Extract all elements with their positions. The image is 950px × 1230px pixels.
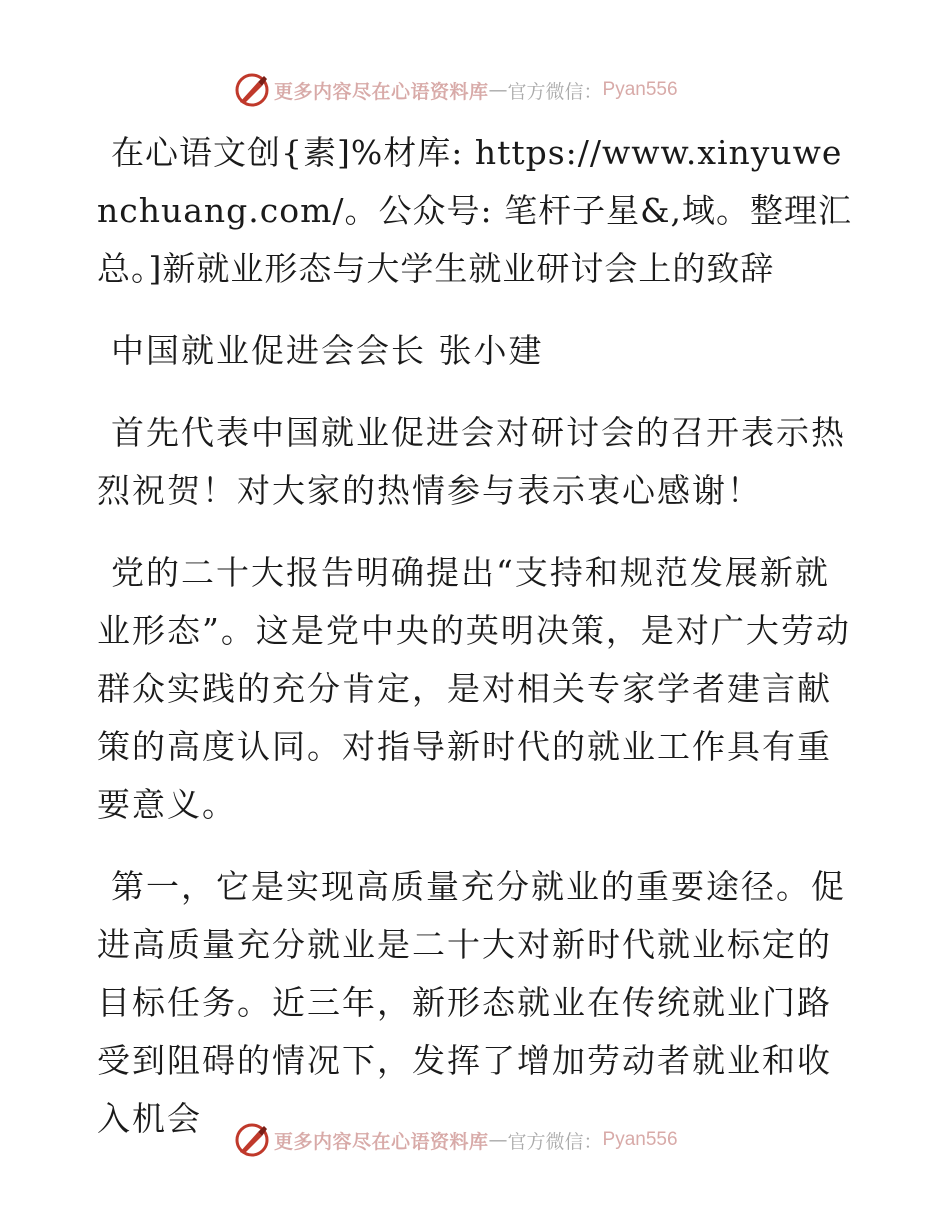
header-banner xyxy=(234,70,734,110)
pen-logo-icon xyxy=(234,1122,270,1158)
banner-text: 更多内容尽在心语资料库 xyxy=(274,80,489,103)
banner-separator: — xyxy=(488,1129,508,1151)
banner-wechat-label: 官方微信： xyxy=(507,80,603,103)
document-title-paragraph: 在心语文创{素]%材库: https://www.xinyuwenchuang.com/。公众号: 笔杆子星&,域。整理汇总。]新就业形态与大学生就业研讨会上的致辞 xyxy=(97,133,853,288)
document-body xyxy=(97,124,857,1172)
body-paragraph: 第一，它是实现高质量充分就业的重要途径。促进高质量充分就业是二十大对新时代就业标定的目标任务。近三年，新形态就业在传统就业门路受到阻碍的情况下，发挥了增加劳动者就业和收入机会 xyxy=(97,867,846,1138)
body-paragraph: 党的二十大报告明确提出“支持和规范发展新就业形态”。这是党中央的英明决策，是对广大劳动群众实践的充分肯定，是对相关专家学者建言献策的高度认同。对指导新时代的就业工作具有重要意义。 xyxy=(97,553,851,824)
banner-wechat-id: Pyan556 xyxy=(602,79,678,100)
banner-wechat-id: Pyan556 xyxy=(602,1129,678,1150)
banner-wechat-label: 官方微信： xyxy=(507,1130,603,1153)
pen-logo-icon xyxy=(234,72,270,108)
speaker-line: 中国就业促进会会长 张小建 xyxy=(111,331,544,370)
footer-banner xyxy=(234,1120,734,1160)
body-paragraph: 首先代表中国就业促进会对研讨会的召开表示热烈祝贺！对大家的热情参与表示衷心感谢！ xyxy=(97,413,846,510)
banner-text: 更多内容尽在心语资料库 xyxy=(274,1130,489,1153)
banner-separator: — xyxy=(488,79,508,101)
